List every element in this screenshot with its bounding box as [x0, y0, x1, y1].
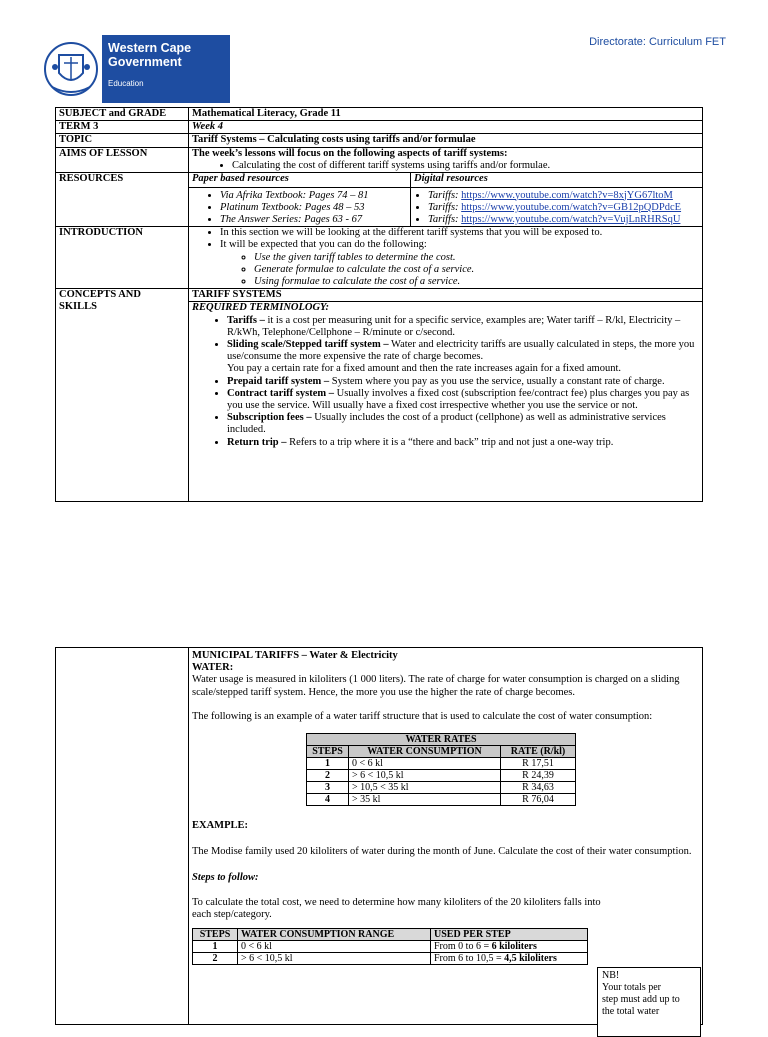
intro-bullet: • It will be expected that you can do the following: ◦ Use the given tariff tables to determine the cost. ◦ Generate formulae to calculate the cost of a service. ◦ Using formulae to calculate the cost of a service. [220, 239, 699, 288]
term-label: TERM 3 [56, 121, 189, 134]
example-heading: EXAMPLE: [192, 820, 248, 832]
youtube-link[interactable]: https://www.youtube.com/watch?v=GB12pQDPdcE [461, 201, 682, 213]
term-item: • Prepaid tariff system – System where you pay as you use the service, usually a constant rate of charge. [227, 376, 696, 388]
rates-row: 1 0 < 6 kl R 17,51 [307, 758, 576, 770]
intro-sub-item: ◦ Use the given tariff tables to determine the cost. [254, 252, 699, 264]
intro-cell [189, 227, 703, 289]
rates-col-header: STEPS [307, 746, 349, 758]
coat-of-arms-icon [40, 35, 102, 103]
concepts-cell [189, 289, 703, 502]
water-tariff-intro: The following is an example of a water tariff structure that is used to calculate the cost of water consumption: [192, 710, 653, 722]
steps-table [192, 928, 588, 965]
nb-note-box: NB! Your totals per step must add up to the total water [597, 967, 701, 1037]
water-paragraph: Water usage is measured in kiloliters (1 000 liters). The rate of charge for water consumption is charged on a sliding scale/stepped tariff system. Hence, the more you use the higher the rate of charge becomes. [192, 674, 680, 698]
intro-bullet: • In this section we will be looking at the different tariff systems that you will be exposed to. [220, 227, 699, 239]
steps-col-header: USED PER STEP [431, 929, 588, 941]
subject-value: Mathematical Literacy, Grade 11 [189, 108, 703, 121]
term-item: • Tariffs – it is a cost per measuring unit for a specific service, examples are; Water tariff – R/kl, Electricity – R/kWh, Telephone/Cellphone – R/minute or c/second. [227, 315, 696, 339]
term-item: • Subscription fees – Usually includes the cost of a product (cellphone) as well as administrative services included. [227, 412, 696, 436]
intro-row [56, 227, 703, 289]
intro-label: INTRODUCTION [56, 227, 189, 289]
paper-resource-item: • The Answer Series: Pages 63 - 67 [220, 214, 407, 226]
terms-list [189, 315, 702, 449]
paper-resources-header: Paper based resources [189, 173, 411, 187]
rates-col-header: WATER CONSUMPTION [349, 746, 501, 758]
topic-label: TOPIC [56, 134, 189, 147]
directorate-title: Directorate: Curriculum FET [589, 36, 726, 48]
terminology-heading: REQUIRED TERMINOLOGY: [192, 302, 330, 314]
digital-resources-header: Digital resources [411, 173, 703, 187]
lesson-plan-table [55, 107, 703, 502]
aims-bullet: • Calculating the cost of different tariff systems using tariffs and/or formulae. [232, 160, 699, 172]
steps-heading: Steps to follow: [192, 872, 259, 884]
subject-row [56, 108, 703, 121]
example-text: The Modise family used 20 kiloliters of water during the month of June. Calculate the cost of their water consumption. [192, 846, 692, 858]
concepts-header: TARIFF SYSTEMS [189, 289, 702, 302]
municipal-tariffs-title: MUNICIPAL TARIFFS – Water & Electricity [192, 650, 398, 661]
paper-resource-item: • Platinum Textbook: Pages 48 – 53 [220, 202, 407, 214]
concepts-label: CONCEPTS AND SKILLS [56, 289, 189, 502]
steps-text: To calculate the total cost, we need to determine how many kiloliters of the 20 kiloliters falls into each step/category. [192, 896, 601, 920]
concepts-row [56, 289, 703, 502]
youtube-link[interactable]: https://www.youtube.com/watch?v=8xjYG67ltoM [461, 189, 673, 201]
aims-value: The week’s lessons will focus on the following aspects of tariff systems: [192, 147, 508, 159]
org-name: Western Cape Government [108, 41, 192, 69]
resources-cell [189, 173, 703, 227]
rates-col-header: RATE (R/kl) [501, 746, 576, 758]
paper-resource-item: • Via Afrika Textbook: Pages 74 – 81 [220, 190, 407, 202]
term-value: Week 4 [189, 121, 703, 134]
term-item: • Sliding scale/Stepped tariff system – Water and electricity tariffs are usually calculated in steps, the more you use/consume the more expensive the rate of charge becomes. You pay a certain rate for a fixed amount and then the rate increases again for a fixed amount. [227, 339, 696, 376]
digital-resource-item: • Tariffs: https://www.youtube.com/watch?v=8xjYG67ltoM [428, 190, 699, 202]
topic-row [56, 134, 703, 147]
aims-cell [189, 147, 703, 172]
rates-row: 3 > 10,5 < 35 kl R 34,63 [307, 782, 576, 794]
empty-label-cell [56, 648, 189, 1025]
youtube-link[interactable]: https://www.youtube.com/watch?v=VujLnRHRSqU [461, 213, 681, 225]
topic-value: Tariff Systems – Calculating costs using tariffs and/or formulae [189, 134, 703, 147]
term-row [56, 121, 703, 134]
paper-resources-list [189, 187, 411, 226]
resources-label: RESOURCES [56, 173, 189, 227]
intro-sub-item: ◦ Generate formulae to calculate the cost of a service. [254, 264, 699, 276]
intro-sub-item: ◦ Using formulae to calculate the cost of a service. [254, 276, 699, 288]
digital-resources-list [411, 187, 703, 226]
rates-row: 4 > 35 kl R 76,04 [307, 794, 576, 806]
term-item: • Return trip – Refers to a trip where it is a “there and back” trip and not just a one-way trip. [227, 437, 696, 449]
western-cape-logo [40, 35, 230, 103]
water-rates-table [306, 733, 576, 806]
dept-name: Education [108, 79, 144, 88]
water-heading: WATER: [192, 662, 234, 674]
water-rates-title: WATER RATES [307, 734, 576, 746]
steps-col-header: STEPS [193, 929, 238, 941]
resources-row [56, 173, 703, 227]
digital-resource-item: • Tariffs: https://www.youtube.com/watch?v=GB12pQDPdcE [428, 202, 699, 214]
aims-label: AIMS OF LESSON [56, 147, 189, 172]
steps-row: 2 > 6 < 10,5 kl From 6 to 10,5 = 4,5 kiloliters [193, 953, 588, 965]
rates-row: 2 > 6 < 10,5 kl R 24,39 [307, 770, 576, 782]
aims-row [56, 147, 703, 172]
steps-row: 1 0 < 6 kl From 0 to 6 = 6 kiloliters [193, 941, 588, 953]
steps-col-header: WATER CONSUMPTION RANGE [238, 929, 431, 941]
digital-resource-item: • Tariffs: https://www.youtube.com/watch?v=VujLnRHRSqU [428, 214, 699, 226]
subject-label: SUBJECT and GRADE [56, 108, 189, 121]
term-item: • Contract tariff system – Usually involves a fixed cost (subscription fee/contract fee) plus charges you pay as you use the service. Will usually have a fixed cost irrespective whether you use the service or not. [227, 388, 696, 412]
